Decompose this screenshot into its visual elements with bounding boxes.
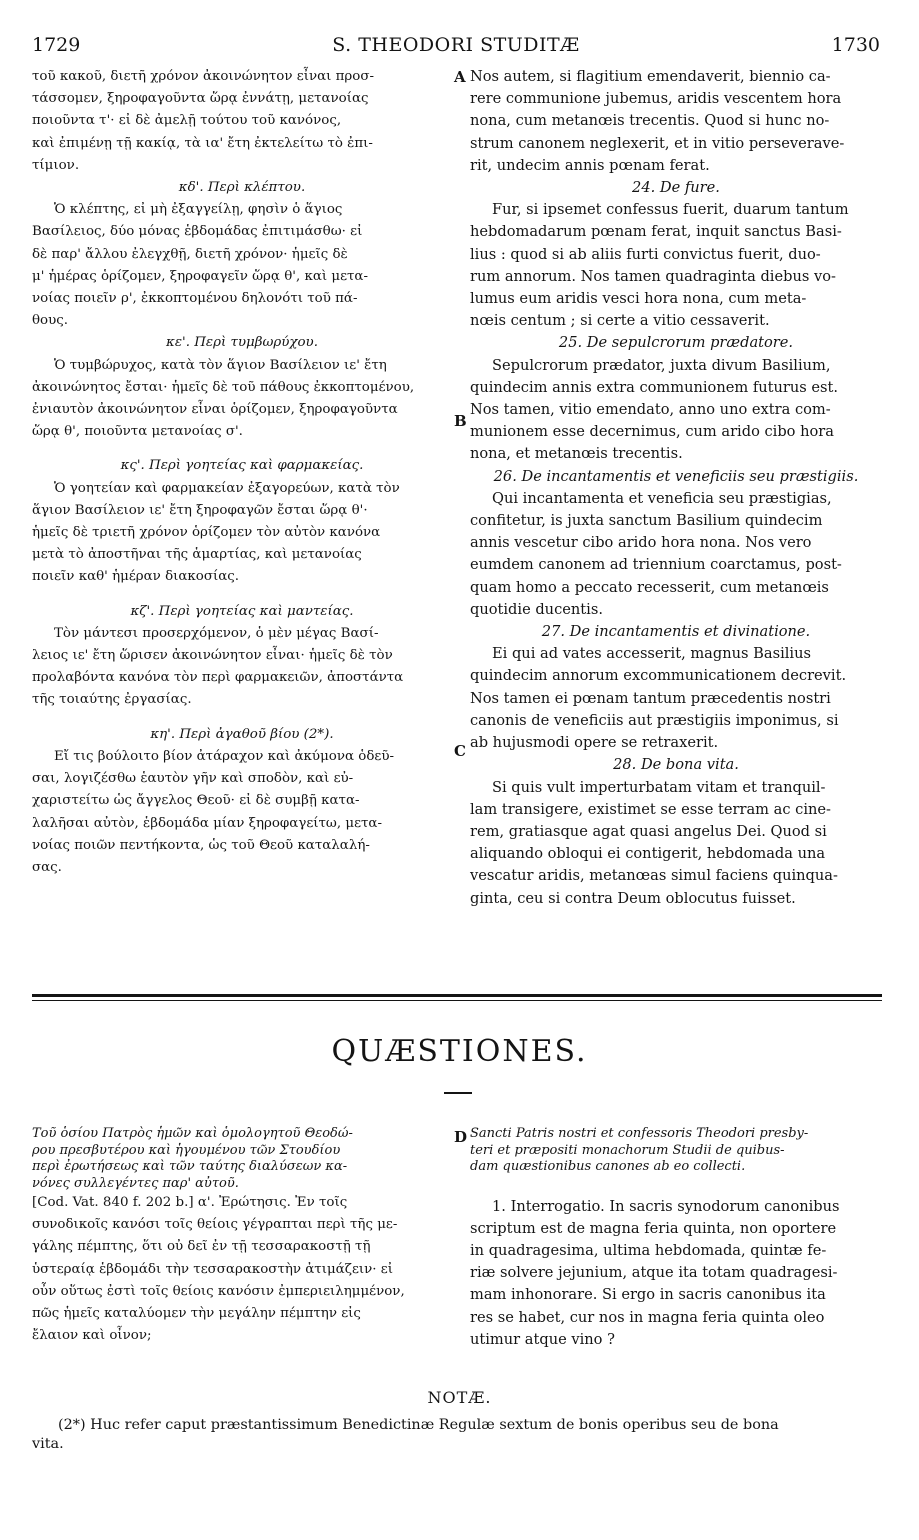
text-line: Si quis vult imperturbatam vitam et tranquil-	[492, 778, 826, 796]
text-line: οὖν οὕτως ἐστὶ τοῖς θείοις κανόσιν ἐμπεριειλημμένον,	[32, 1283, 405, 1299]
text-line: μ' ἡμέρας ὁρίζομεν, ξηροφαγεῖν ὥρᾳ θ', καὶ μετα-	[32, 268, 368, 284]
text-line: ἐνιαυτὸν ἀκοινώνητον εἶναι ὁρίζομεν, ξηροφαγοῦντα	[32, 402, 398, 418]
text-line: rem, gratiasque agat quasi angelus Dei. Quod si	[470, 822, 827, 840]
text-line: ὑστεραίᾳ ἑβδομάδι τὴν τεσσαρακοστὴν ἀτιμάζειν· εἰ	[32, 1261, 393, 1277]
text-line: lumus eum aridis vesci hora nona, cum meta-	[470, 290, 807, 308]
text-line: nona, et metanœis trecentis.	[470, 445, 683, 463]
greek-intro	[32, 1126, 452, 1192]
text-line: ὥρᾳ θ', ποιοῦντα μετανοίας σ'.	[32, 424, 243, 440]
text-line: δὲ παρ' ἄλλου ἐλεγχθῇ, διετῆ χρόνον· ἡμεῖς δὲ	[32, 246, 348, 262]
text-line: rere communione jubemus, aridis vescentem hora	[470, 90, 842, 108]
text-line: Εἴ τις βούλοιτο βίον ἀτάραχον καὶ ἀκύμονα ὁδεῦ-	[54, 748, 394, 764]
text-line: Qui incantamenta et veneficia seu præstigias,	[492, 489, 832, 507]
text-line: Sancti Patris nostri et confessoris Theodori presby-	[470, 1126, 809, 1141]
text-line: ποιεῖν καθ' ἡμέραν διακοσίας.	[32, 569, 240, 585]
divider-rule	[32, 1000, 882, 1001]
text-line: χαριστείτω ὡς ἄγγελος Θεοῦ· εἰ δὲ συμβῇ κατα-	[32, 793, 360, 809]
margin-marker-b: B	[454, 412, 467, 430]
text-line: Sepulcrorum prædator, juxta divum Basilium,	[492, 356, 831, 374]
text-line: καὶ ἐπιμένῃ τῇ κακίᾳ, τὰ ια' ἔτη ἐκτελείτω τὸ ἐπι-	[32, 135, 373, 151]
text-line: τάσσομεν, ξηροφαγοῦντα ὥρᾳ ἐννάτῃ, μετανοίας	[32, 91, 369, 107]
section-heading: κς'. Περὶ γοητείας καὶ φαρμακείας.	[120, 458, 364, 474]
section-heading: 27. De incantamentis et divinatione.	[541, 623, 811, 641]
divider-rule	[32, 994, 882, 997]
text-line: rit, undecim annis pœnam ferat.	[470, 156, 710, 174]
text-line: eumdem canonem ad triennium coarctamus, post-	[470, 556, 842, 574]
text-line: mam inhonorare. Si ergo in sacris canonibus ita	[470, 1286, 826, 1304]
text-line: ἀκοινώνητος ἔσται· ἡμεῖς δὲ τοῦ πάθους ἐκκοπτομένου,	[32, 379, 415, 395]
text-line: lam transigere, existimet se esse terram ac cine-	[470, 800, 831, 818]
section-heading: κε'. Περὶ τυμβωρύχου.	[166, 335, 318, 351]
text-line: Fur, si ipsemet confessus fuerit, duarum tantum	[492, 201, 849, 219]
text-line: in quadragesima, ultima hebdomada, quintæ fe-	[470, 1241, 827, 1259]
text-line: rum annorum. Nos tamen quadraginta diebus vo-	[470, 267, 836, 285]
latin-intro	[470, 1126, 882, 1176]
page-number-left: 1729	[32, 34, 81, 56]
text-line: annis vescetur cibo arido hora nona. Nos vero	[470, 534, 812, 552]
text-line: res se habet, cur nos in magna feria quinta oleo	[470, 1308, 825, 1326]
text-line: τῆς τοιαύτης ἐργασίας.	[32, 692, 192, 708]
text-line: ἔλαιον καὶ οἶνον;	[32, 1328, 152, 1344]
text-line: Τοῦ ὁσίου Πατρὸς ἡμῶν καὶ ὁμολογητοῦ Θεοδώ-	[32, 1126, 353, 1141]
text-line: scriptum est de magna feria quinta, non oportere	[470, 1219, 837, 1237]
text-line: τοῦ κακοῦ, διετῆ χρόνον ἀκοινώνητον εἶναι προσ-	[32, 69, 375, 84]
text-line: strum canonem neglexerit, et in vitio perseverave-	[470, 134, 845, 152]
text-line: γάλης πέμπτης, ὅτι οὐ δεῖ ἐν τῇ τεσσαρακοστῇ τῇ	[32, 1239, 371, 1255]
text-line: θους.	[32, 313, 69, 329]
text-line: τίμιον.	[32, 157, 80, 173]
text-line: σαι, λογιζέσθω ἑαυτὸν γῆν καὶ σποδὸν, καὶ εὐ-	[32, 771, 354, 787]
text-line: νοίας ποιῶν πεντήκοντα, ὡς τοῦ Θεοῦ καταλαλή-	[32, 837, 370, 853]
text-line: aliquando obloqui ei contigerit, hebdomada una	[470, 845, 826, 863]
text-line: Ὁ κλέπτης, εἰ μὴ ἐξαγγείλῃ, φησὶν ὁ ἅγιος	[54, 202, 343, 218]
text-line: riæ solvere jejunium, atque ita totam quadragesi-	[470, 1264, 838, 1282]
greek-column	[32, 66, 452, 879]
margin-marker-c: C	[454, 742, 466, 760]
text-line: quindecim annorum excommunicationem decrevit.	[470, 667, 847, 685]
page-number-right: 1730	[831, 34, 880, 56]
text-line: σας.	[32, 859, 62, 875]
section-heading: 28. De bona vita.	[613, 756, 739, 774]
text-line: Ei qui ad vates accesserit, magnus Basilius	[492, 645, 811, 663]
running-title: S. THEODORI STUDITÆ	[332, 34, 580, 56]
latin-column	[470, 66, 882, 910]
text-line: quam homo a peccato recesserit, cum metanœis	[470, 578, 829, 596]
text-line: ἡμεῖς δὲ τριετῆ χρόνον ὁρίζομεν τὸν αὐτὸν κανόνα	[32, 525, 381, 541]
text-line: Nos tamen ei pœnam tantum præcedentis nostri	[470, 689, 831, 707]
text-line: quotidie ducentis.	[470, 600, 603, 618]
text-line: lius : quod si ab aliis furti convictus fuerit, duo-	[470, 245, 821, 263]
margin-marker-a: A	[454, 68, 466, 86]
text-line: συνοδικοῖς κανόσι τοῖς θείοις γέγραπται περὶ τῆς με-	[32, 1217, 398, 1233]
text-line: confitetur, is juxta sanctum Basilium quindecim	[470, 512, 823, 530]
text-line: προλαβόντα κανόνα τὸν περὶ φαρμακειῶν, ἀποστάντα	[32, 670, 404, 686]
text-line: vescatur aridis, metanœas simul faciens quinqua-	[470, 867, 838, 885]
section-heading: κη'. Περὶ ἀγαθοῦ βίου (2*).	[150, 726, 334, 742]
section-heading: κζ'. Περὶ γοητείας καὶ μαντείας.	[130, 603, 354, 619]
text-line: nona, cum metanœis trecentis. Quod si hunc no-	[470, 112, 830, 130]
text-line: λειος ιε' ἔτη ὥρισεν ἀκοινώνητον εἶναι· ἡμεῖς δὲ τὸν	[32, 648, 393, 664]
text-line: Βασίλειος, δύο μόνας ἑβδομάδας ἐπιτιμάσθω· εἰ	[32, 224, 363, 240]
text-line: λαλῆσαι αὐτὸν, ἑβδομάδα μίαν ξηροφαγείτω, μετα-	[32, 815, 382, 831]
text-line: utimur atque vino ?	[470, 1330, 615, 1348]
text-line: ginta, ceu si contra Deum oblocutus fuisset.	[470, 889, 796, 907]
text-line: [Cod. Vat. 840 f. 202 b.] α'. Ἐρώτησις. Ἐν τοῖς	[32, 1195, 348, 1210]
margin-marker-d: D	[454, 1128, 468, 1146]
text-line: περὶ ἐρωτήσεως καὶ τῶν ταύτης διαλύσεων κα-	[32, 1159, 348, 1174]
text-line: 1. Interrogatio. In sacris synodorum canonibus	[492, 1197, 840, 1215]
text-line: Nos tamen, vitio emendato, anno uno extra com-	[470, 401, 831, 419]
text-line: canonis de veneficiis aut præstigiis imponimus, si	[470, 711, 839, 729]
text-line: nœis centum ; si certe a vitio cessaverit.	[470, 312, 770, 330]
text-line: quindecim annis extra communionem futurus est.	[470, 378, 839, 396]
text-line: ἅγιον Βασίλειον ιε' ἔτη ξηροφαγῶν ἔσται ὥρᾳ θ'·	[32, 502, 368, 518]
text-line: ab hujusmodi opere se retraxerit.	[470, 734, 719, 752]
page-header	[32, 34, 880, 60]
section-heading: κδ'. Περὶ κλέπτου.	[178, 180, 306, 196]
footnote-line: (2*) Huc refer caput præstantissimum Benedictinæ Regulæ sextum de bonis operibus seu de bona	[58, 1417, 779, 1433]
section-heading: 24. De fure.	[632, 179, 720, 197]
footnote-line: vita.	[32, 1436, 64, 1452]
text-line: πῶς ἡμεῖς καταλύομεν τὴν μεγάλην πέμπτην εἰς	[32, 1306, 361, 1322]
title-dash	[444, 1092, 472, 1094]
section-title: QUÆSTIONES.	[331, 1034, 588, 1069]
text-line: μετὰ τὸ ἀποστῆναι τῆς ἁμαρτίας, καὶ μετανοίας	[32, 547, 362, 563]
notes-title: NOTÆ.	[427, 1388, 492, 1407]
text-line: Τὸν μάντεσι προσερχόμενον, ὁ μὲν μέγας Βασί-	[54, 625, 379, 641]
text-line: ποιοῦντα τ'· εἰ δὲ ἀμελῇ τούτου τοῦ κανόνος,	[32, 113, 342, 129]
text-line: teri et præpositi monachorum Studii de quibus-	[470, 1142, 785, 1158]
footnote	[32, 1416, 882, 1454]
section-heading: 25. De sepulcrorum prædatore.	[558, 334, 794, 352]
text-line: ρου πρεσβυτέρου καὶ ἡγουμένου τῶν Στουδίου	[32, 1142, 341, 1158]
text-line: hebdomadarum pœnam ferat, inquit sanctus Basi-	[470, 223, 842, 241]
text-line: Ὁ γοητείαν καὶ φαρμακείαν ἐξαγορεύων, κατὰ τὸν	[54, 480, 400, 496]
text-line: munionem esse decernimus, cum arido cibo hora	[470, 423, 834, 441]
text-line: νόνες συλλεγέντες παρ' αὐτοῦ.	[32, 1175, 239, 1191]
greek-questions-column	[32, 1126, 452, 1347]
text-line: Ὁ τυμβώρυχος, κατὰ τὸν ἅγιον Βασίλειον ιε' ἔτη	[54, 357, 387, 373]
section-heading: 26. De incantamentis et veneficiis seu præstigiis.	[493, 467, 859, 485]
latin-questions-column	[470, 1126, 882, 1351]
text-line: dam quæstionibus canones ab eo collecti.	[470, 1159, 746, 1174]
text-line: Nos autem, si flagitium emendaverit, biennio ca-	[470, 68, 831, 85]
text-line: νοίας ποιεῖν ρ', ἐκκοπτομένου δηλονότι τοῦ πά-	[32, 291, 358, 307]
